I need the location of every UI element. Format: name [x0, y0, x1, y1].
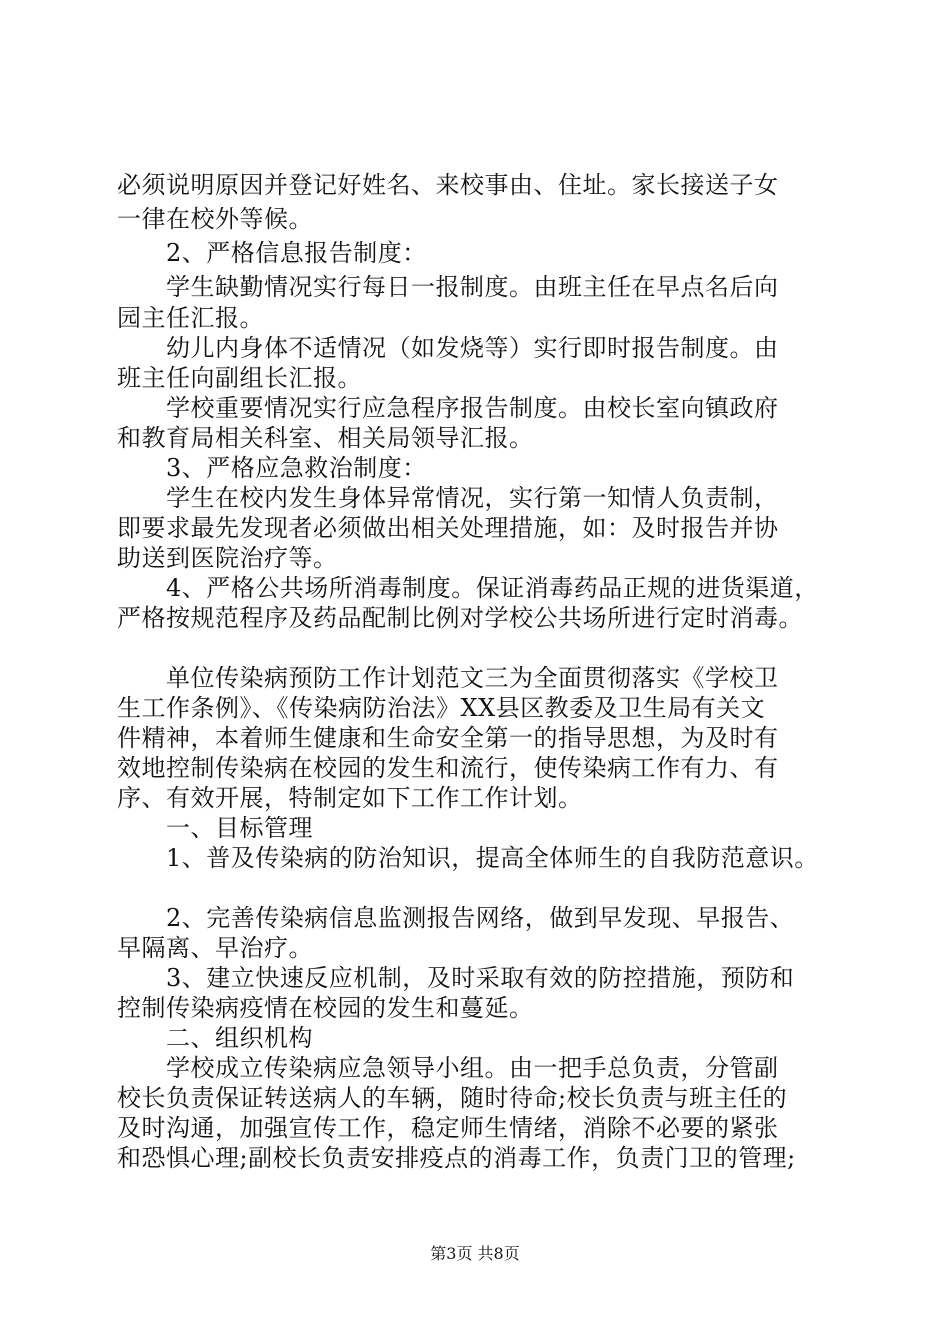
body-text-line: 和恐惧心理;副校长负责安排疫点的消毒工作，负责门卫的管理;: [117, 1144, 796, 1172]
body-text-line: 3、建立快速反应机制，及时采取有效的防控措施，预防和: [117, 964, 795, 992]
body-text-line: 控制传染病疫情在校园的发生和蔓延。: [117, 994, 534, 1022]
body-text-line: 单位传染病预防工作计划范文三为全面贯彻落实《学校卫: [117, 664, 779, 692]
body-text-line: 4、严格公共场所消毒制度。保证消毒药品正规的进货渠道，: [117, 574, 819, 602]
body-text-line: 早隔离、早治疗。: [117, 934, 313, 962]
body-text-line: 校长负责保证转送病人的车辆，随时待命;校长负责与班主任的: [117, 1084, 788, 1112]
body-text-line: 2、完善传染病信息监测报告网络，做到早发现、早报告、: [117, 904, 795, 932]
body-text-line: 严格按规范程序及药品配制比例对学校公共场所进行定时消毒。: [117, 604, 803, 632]
body-text-line: 学生在校内发生身体异常情况，实行第一知情人负责制，: [117, 484, 779, 512]
body-text-line: 件精神，本着师生健康和生命安全第一的指导思想，为及时有: [117, 724, 779, 752]
body-text-line: 及时沟通，加强宣传工作，稳定师生情绪，消除不必要的紧张: [117, 1114, 779, 1142]
body-text-line: 一律在校外等候。: [117, 205, 313, 233]
body-text-line: 学校重要情况实行应急程序报告制度。由校长室向镇政府: [117, 394, 779, 422]
body-text-line: 幼儿内身体不适情况（如发烧等）实行即时报告制度。由: [117, 334, 779, 362]
body-text-line: 必须说明原因并登记好姓名、来校事由、住址。家长接送子女: [117, 171, 779, 199]
body-text-line: 效地控制传染病在校园的发生和流行，使传染病工作有力、有: [117, 754, 779, 782]
body-text-line: 2、严格信息报告制度：: [117, 239, 427, 267]
body-text-line: 1、普及传染病的防治知识，提高全体师生的自我防范意识。: [117, 844, 819, 872]
body-text-line: 生工作条例》、《传染病防治法》XX县区教委及卫生局有关文: [117, 694, 766, 722]
body-text-line: 园主任汇报。: [117, 304, 264, 332]
body-text-line: 序、有效开展，特制定如下工作工作计划。: [117, 784, 583, 812]
body-text-line: 即要求最先发现者必须做出相关处理措施，如：及时报告并协: [117, 514, 779, 542]
section-heading: 二、组织机构: [117, 1024, 313, 1052]
body-text-line: 助送到医院治疗等。: [117, 544, 338, 572]
body-text-line: 学生缺勤情况实行每日一报制度。由班主任在早点名后向: [117, 273, 779, 301]
page-number-footer: 第3页 共8页: [430, 1244, 520, 1263]
section-heading: 一、目标管理: [117, 814, 313, 842]
body-text-line: 3、严格应急救治制度：: [117, 454, 427, 482]
body-text-line: 学校成立传染病应急领导小组。由一把手总负责，分管副: [117, 1054, 779, 1082]
body-text-line: 和教育局相关科室、相关局领导汇报。: [117, 424, 534, 452]
body-text-line: 班主任向副组长汇报。: [117, 364, 362, 392]
